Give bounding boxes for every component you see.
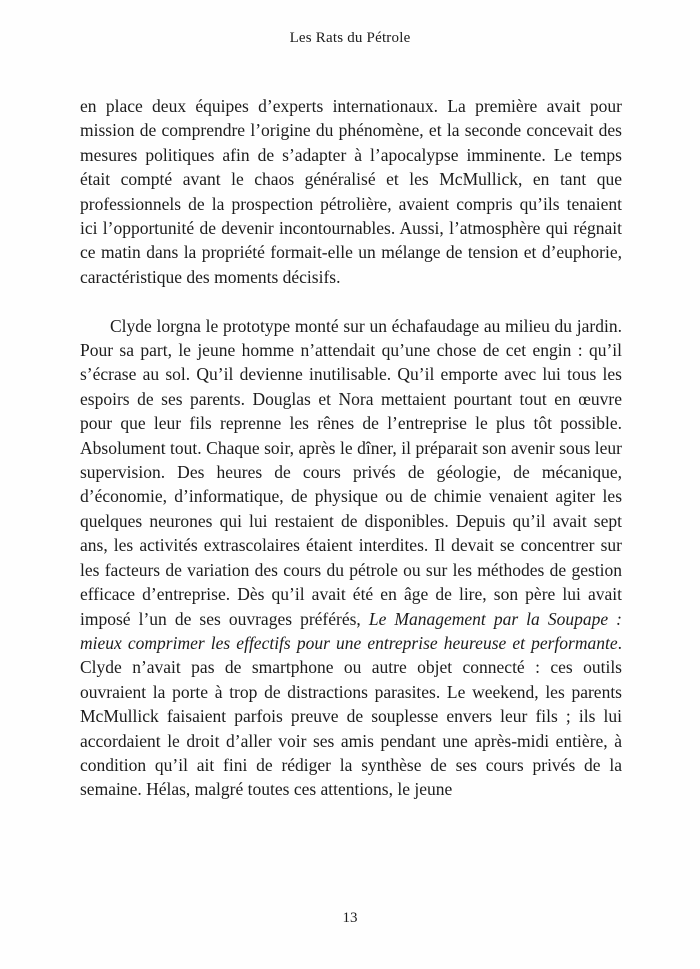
- text-segment: Clyde lorgna le prototype monté sur un échafaudage au milieu du jardin. Pour sa part, le jeune homme n’attendait qu’une chose de cet engin : qu’il s’écrase au sol. Qu’il devienne inutilisable. Qu’il emporte avec lui tous les espoirs de ses parents. Douglas et Nora mettaient pourtant tout en œuvre pour que leur fils reprenne les rênes de l’entreprise le plus tôt possible. Absolument tout. Chaque soir, après le dîner, il préparait son avenir sous leur supervision. Des heures de cours privés de géologie, de mécanique, d’économie, d’informatique, de physique ou de chimie venaient agiter les quelques neurones qui lui restaient de disponibles. Depuis qu’il avait sept ans, les activités extrascolaires étaient interdites. Il devait se concentrer sur les facteurs de variation des cours du pétrole ou sur les méthodes de gestion efficace d’entreprise. Dès qu’il avait été en âge de lire, son père lui avait imposé l’un de ses ouvrages préférés,: [80, 315, 622, 629]
- book-title-italic: Le Management par la Soupape : mieux comprimer les effectifs pour une entreprise heureuse et performante: [80, 608, 622, 653]
- paragraph: [80, 314, 622, 802]
- page-body: [80, 94, 622, 802]
- running-header: Les Rats du Pétrole: [289, 30, 411, 46]
- text-segment: . Clyde n’avait pas de smartphone ou autre objet connecté : ces outils ouvraient la porte à trop de distractions parasites. Le weekend, les parents McMullick faisaient parfois preuve de souplesse envers leur fils ; ils lui accordaient le droit d’aller voir ses amis pendant une après-midi entière, à condition qu’il ait fini de rédiger la synthèse de ses cours privés de la semaine. Hélas, malgré toutes ces attentions, le jeune: [80, 632, 622, 800]
- text-segment: en place deux équipes d’experts internationaux. La première avait pour mission de comprendre l’origine du phénomène, et la seconde concevait des mesures politiques afin de s’adapter à l’apocalypse imminente. Le temps était compté avant le chaos généralisé et les McMullick, en tant que professionnels de la prospection pétrolière, avaient compris qu’ils tenaient ici l’opportunité de devenir incontournables. Aussi, l’atmosphère qui régnait ce matin dans la propriété formait-elle un mélange de tension et d’euphorie, caractéristique des moments décisifs.: [80, 96, 622, 287]
- paragraph: [80, 94, 622, 289]
- page-number: 13: [342, 910, 358, 926]
